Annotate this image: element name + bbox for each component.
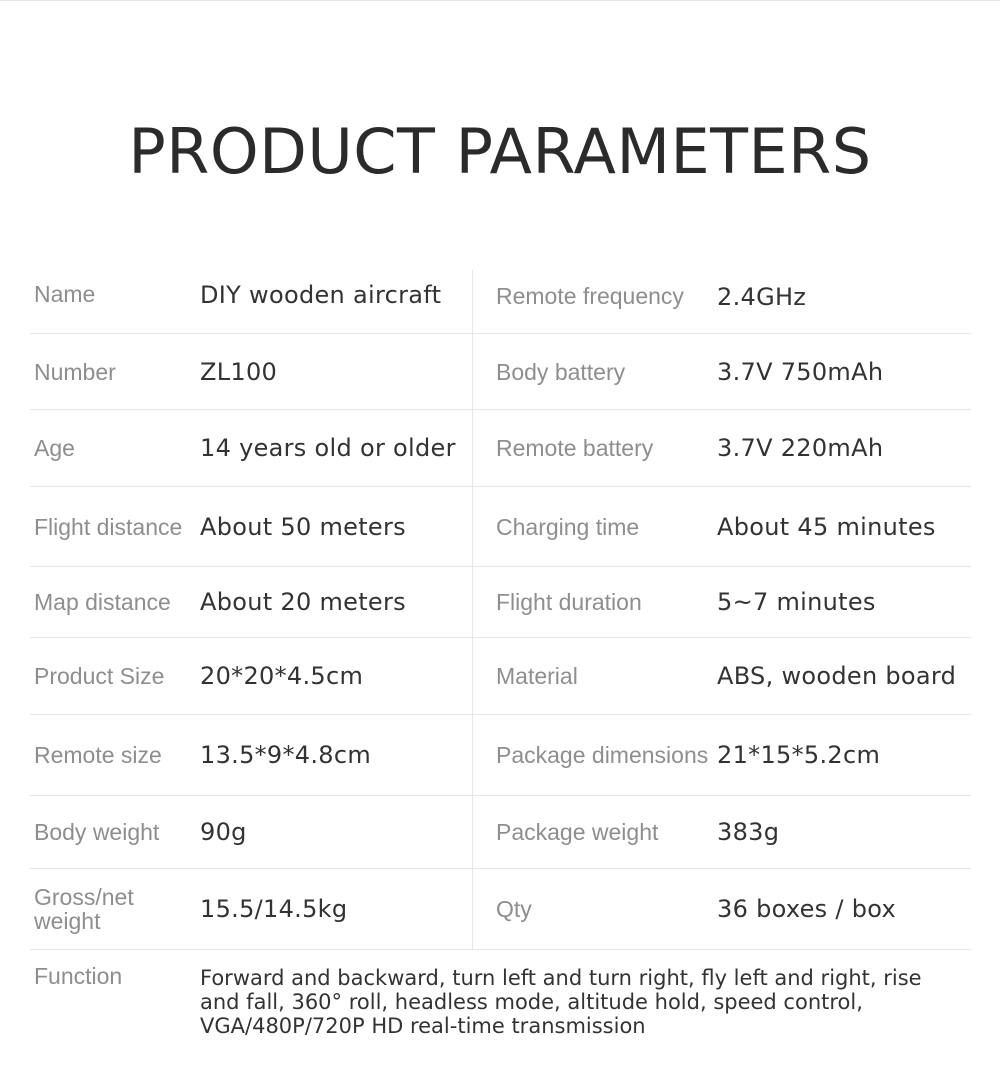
param-value: 2.4GHz — [717, 283, 807, 311]
function-label: Function — [34, 963, 123, 989]
param-label: Package weight — [496, 819, 659, 845]
table-row — [30, 270, 971, 334]
parameter-table — [30, 270, 971, 950]
table-row — [30, 567, 971, 638]
param-value: ZL100 — [200, 357, 278, 386]
column-divider — [472, 487, 473, 566]
param-value: 383g — [717, 818, 780, 846]
table-row — [30, 869, 971, 950]
column-divider — [472, 410, 473, 486]
param-label: Body weight — [34, 819, 160, 845]
top-divider — [0, 0, 1000, 1]
param-value: 3.7V 220mAh — [717, 434, 884, 462]
param-label: Body battery — [496, 358, 626, 385]
function-description: Forward and backward, turn left and turn right, fly left and right, rise and fall, 360° roll, headless mode, altitude hold, speed control, VGA/480P/720P HD real-time transmission — [200, 966, 922, 1038]
column-divider — [472, 270, 473, 333]
param-label: Remote battery — [496, 435, 654, 461]
param-value: 13.5*9*4.8cm — [200, 741, 372, 769]
page-title: PRODUCT PARAMETERS — [128, 115, 872, 188]
param-value: About 50 meters — [200, 512, 406, 541]
param-value: 20*20*4.5cm — [200, 662, 364, 690]
param-label: Package dimensions — [496, 742, 709, 768]
table-row — [30, 487, 971, 567]
param-label: Gross/net weight — [34, 884, 134, 934]
param-value: 5~7 minutes — [717, 588, 876, 616]
param-label: Charging time — [496, 513, 640, 540]
param-value: ABS, wooden board — [717, 662, 957, 690]
param-value: 3.7V 750mAh — [717, 357, 884, 386]
param-label: Remote frequency — [496, 283, 684, 309]
column-divider — [472, 334, 473, 409]
param-value: About 20 meters — [200, 588, 406, 616]
column-divider — [472, 869, 473, 949]
param-value: 36 boxes / box — [717, 895, 897, 923]
table-row — [30, 796, 971, 869]
param-value: About 45 minutes — [717, 512, 936, 541]
column-divider — [472, 567, 473, 637]
table-row — [30, 715, 971, 796]
table-row — [30, 410, 971, 487]
param-label: Product Size — [34, 663, 165, 689]
param-value: 90g — [200, 818, 247, 846]
param-label: Age — [34, 435, 75, 461]
param-label: Number — [34, 358, 116, 385]
param-label: Flight distance — [34, 513, 183, 540]
table-row — [30, 334, 971, 410]
param-value: 15.5/14.5kg — [200, 895, 348, 923]
column-divider — [472, 715, 473, 795]
param-label: Qty — [496, 896, 532, 922]
param-label: Remote size — [34, 742, 162, 768]
param-label: Name — [34, 281, 96, 307]
table-row — [30, 638, 971, 715]
column-divider — [472, 638, 473, 714]
column-divider — [472, 796, 473, 868]
param-label: Map distance — [34, 589, 171, 615]
param-value: 21*15*5.2cm — [717, 741, 881, 769]
param-label: Material — [496, 663, 578, 689]
param-value: 14 years old or older — [200, 434, 456, 462]
param-label: Flight duration — [496, 589, 642, 615]
param-value: DIY wooden aircraft — [200, 281, 442, 309]
